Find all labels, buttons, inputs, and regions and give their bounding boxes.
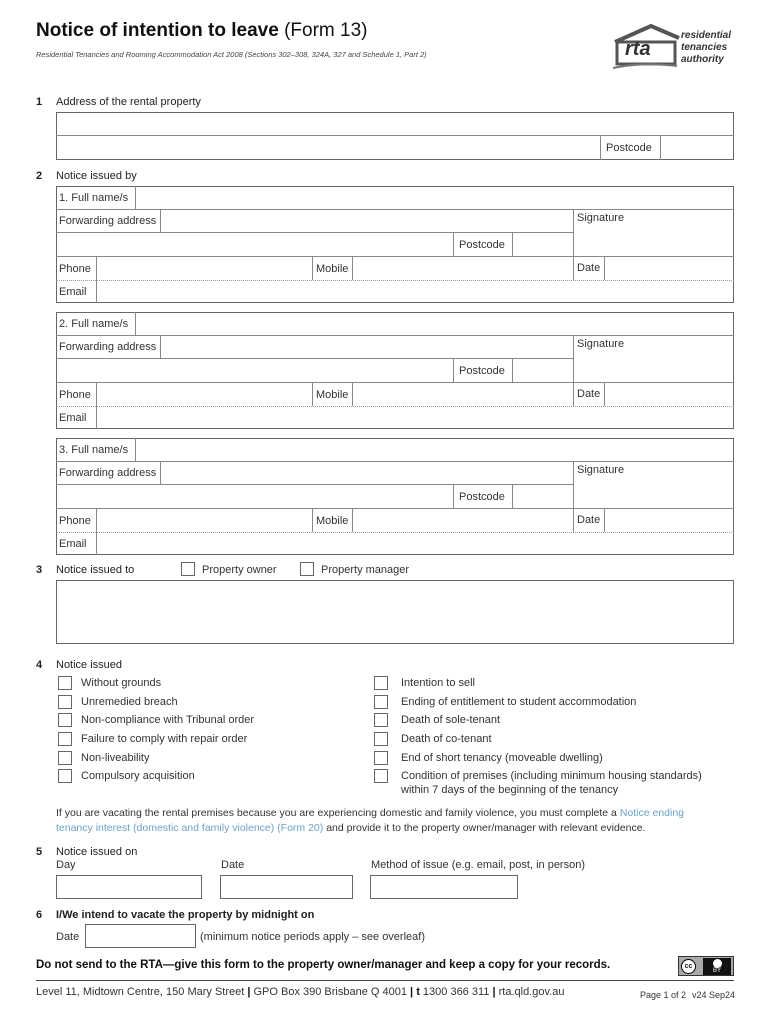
tenant-2-email-input[interactable] — [97, 407, 733, 428]
tenant-1-fullname-label: 1. Full name/s — [59, 192, 129, 204]
notice-period-note: (minimum notice periods apply – see overleaf) — [200, 931, 425, 943]
right-option-3-checkbox[interactable] — [374, 713, 388, 727]
form-title: Notice of intention to leave (Form 13) — [36, 20, 368, 41]
left-option-3-checkbox[interactable] — [58, 713, 72, 727]
tenant-3-forwarding-input[interactable] — [161, 462, 573, 483]
tenant-3-phone-input[interactable] — [97, 509, 311, 531]
dv-link-1[interactable]: Notice ending — [619, 807, 685, 819]
attribution-icon — [713, 959, 722, 968]
property-owner-label: Property owner — [202, 564, 277, 576]
tenant-3-phone-label: Phone — [59, 515, 91, 527]
dv-link-2[interactable]: tenancy interest (domestic and family violence) (Form 20) — [56, 822, 324, 834]
property-owner-checkbox[interactable] — [181, 562, 195, 576]
right-option-6-label: Condition of premises (including minimum housing standards) — [401, 770, 702, 782]
right-option-2-label: Ending of entitlement to student accommodation — [401, 696, 637, 708]
tenant-1-forwarding-input[interactable] — [161, 210, 573, 231]
logo-line-2: tenancies — [681, 42, 728, 53]
issue-date-label: Date — [221, 859, 245, 871]
tenant-1-email-label: Email — [59, 286, 87, 298]
tenant-2-forwarding-input[interactable] — [161, 336, 573, 357]
day-input[interactable] — [56, 875, 202, 899]
tenant-2-forwarding-label: Forwarding address — [59, 341, 157, 353]
by-icon — [703, 958, 731, 975]
tenant-1-address-line2-input[interactable] — [57, 233, 453, 255]
by-label: BY — [712, 968, 721, 974]
tenant-3-signature-area[interactable] — [574, 478, 733, 507]
tenant-2-signature-label: Signature — [577, 338, 625, 350]
tenant-3-mobile-input[interactable] — [353, 509, 572, 531]
vacate-date-label: Date — [56, 931, 80, 943]
tenant-1-signature-area[interactable] — [574, 226, 733, 255]
tenant-2-phone-label: Phone — [59, 389, 91, 401]
tenant-1-phone-label: Phone — [59, 263, 91, 275]
property-manager-checkbox[interactable] — [300, 562, 314, 576]
tenant-3-fullname-input[interactable] — [136, 439, 733, 460]
tenant-3-email-label: Email — [59, 538, 87, 550]
tenant-1-phone-input[interactable] — [97, 257, 311, 279]
section-6-title: I/We intend to vacate the property by midnight on — [56, 909, 315, 921]
right-option-6-line2: within 7 days of the beginning of the tenancy — [401, 784, 619, 796]
tenant-1-fullname-input[interactable] — [136, 187, 733, 208]
right-option-1-label: Intention to sell — [401, 677, 475, 689]
tenant-2-mobile-label: Mobile — [316, 389, 349, 401]
logo-line-3: authority — [681, 54, 724, 65]
footer-sep-3: | — [492, 986, 496, 998]
tenant-3-address-line2-input[interactable] — [57, 485, 453, 507]
property-manager-label: Property manager — [321, 564, 410, 576]
vacate-date-input[interactable] — [85, 924, 196, 948]
tenant-3-email-input[interactable] — [97, 533, 733, 554]
footer-sep-1: | — [247, 986, 251, 998]
tenant-2-date-label: Date — [577, 388, 601, 400]
tenant-1-signature-label: Signature — [577, 212, 625, 224]
left-option-1-checkbox[interactable] — [58, 676, 72, 690]
section-1-title: Address of the rental property — [56, 96, 201, 108]
section-1-number: 1 — [36, 96, 43, 108]
tenant-1-date-label: Date — [577, 262, 601, 274]
section-4-number: 4 — [36, 659, 43, 671]
tenant-3-date-input[interactable] — [605, 509, 733, 531]
tenant-2-postcode-input[interactable] — [513, 359, 573, 381]
form-subtitle: Residential Tenancies and Rooming Accommodation Act 2008 (Sections 302–308, 324A, 327 and Schedule 1, Part 2) — [36, 50, 427, 59]
section-5-number: 5 — [36, 846, 43, 858]
tenant-1-mobile-label: Mobile — [316, 263, 349, 275]
tenant-1-forwarding-label: Forwarding address — [59, 215, 157, 227]
section-2-number: 2 — [36, 170, 43, 182]
left-option-3-label: Non-compliance with Tribunal order — [81, 714, 255, 726]
section-5-title: Notice issued on — [56, 846, 138, 858]
tenant-1-email-input[interactable] — [97, 281, 733, 302]
tenant-3-signature-label: Signature — [577, 464, 625, 476]
section-4-title: Notice issued — [56, 659, 123, 671]
left-option-4-label: Failure to comply with repair order — [81, 733, 248, 745]
tenant-3-postcode-input[interactable] — [513, 485, 573, 507]
left-option-6-checkbox[interactable] — [58, 769, 72, 783]
right-option-6-checkbox[interactable] — [374, 769, 388, 783]
footer-contact — [36, 986, 564, 998]
page-number: Page 1 of 2 — [640, 990, 687, 1000]
tenant-2-fullname-label: 2. Full name/s — [59, 318, 129, 330]
right-option-1-checkbox[interactable] — [374, 676, 388, 690]
right-option-5-checkbox[interactable] — [374, 751, 388, 765]
tenant-2-mobile-input[interactable] — [353, 383, 572, 405]
cc-icon: cc — [681, 959, 696, 974]
method-input[interactable] — [370, 875, 518, 899]
footer-instruction: Do not send to the RTA—give this form to the property owner/manager and keep a copy for your records. — [36, 959, 611, 971]
method-label: Method of issue (e.g. email, post, in person) — [371, 859, 585, 871]
section-3-number: 3 — [36, 564, 43, 576]
footer-website[interactable]: rta.qld.gov.au — [498, 986, 565, 998]
left-option-5-label: Non-liveability — [81, 752, 150, 764]
tenant-2-fullname-input[interactable] — [136, 313, 733, 334]
section-1-postcode-label: Postcode — [606, 142, 652, 154]
tenant-1-postcode-label: Postcode — [459, 239, 505, 251]
left-option-1-label: Without grounds — [81, 677, 162, 689]
footer-gpo: GPO Box 390 Brisbane Q 4001 — [253, 986, 407, 998]
right-option-3-label: Death of sole-tenant — [401, 714, 501, 726]
rta-logo — [611, 24, 736, 72]
tenant-3-mobile-label: Mobile — [316, 515, 349, 527]
tenant-3-date-label: Date — [577, 514, 601, 526]
tenant-3-fullname-label: 3. Full name/s — [59, 444, 129, 456]
section-3-title: Notice issued to — [56, 564, 135, 576]
dv-text-2: and provide it to the property owner/manager with relevant evidence. — [326, 822, 646, 834]
tenant-2-date-input[interactable] — [605, 383, 733, 405]
tenant-2-address-line2-input[interactable] — [57, 359, 453, 381]
section-6-number: 6 — [36, 909, 43, 921]
dv-text-1: If you are vacating the rental premises because you are experiencing domestic and family violence, you must complete a — [56, 807, 617, 819]
footer-phone-prefix: t — [416, 986, 420, 998]
logo-line-1: residential — [681, 30, 732, 41]
tenant-3-postcode-label: Postcode — [459, 491, 505, 503]
day-label: Day — [56, 859, 76, 871]
tenant-1-mobile-input[interactable] — [353, 257, 572, 279]
tenant-3-forwarding-label: Forwarding address — [59, 467, 157, 479]
footer-address: Level 11, Midtown Centre, 150 Mary Street — [36, 986, 245, 998]
address-input[interactable] — [56, 112, 734, 136]
notice-issued-to-box[interactable] — [56, 580, 734, 644]
tenant-2-postcode-label: Postcode — [459, 365, 505, 377]
dv-notice-text — [56, 806, 736, 836]
left-option-5-checkbox[interactable] — [58, 751, 72, 765]
section-1-postcode-input[interactable] — [661, 137, 733, 159]
section-2-title: Notice issued by — [56, 170, 137, 182]
tenant-2-signature-area[interactable] — [574, 352, 733, 381]
tenant-2-email-label: Email — [59, 412, 87, 424]
right-option-4-label: Death of co-tenant — [401, 733, 492, 745]
form-version: v24 Sep24 — [692, 990, 736, 1000]
left-option-2-checkbox[interactable] — [58, 695, 72, 709]
tenant-1-postcode-input[interactable] — [513, 233, 573, 255]
left-option-4-checkbox[interactable] — [58, 732, 72, 746]
left-option-2-label: Unremedied breach — [81, 696, 178, 708]
left-option-6-label: Compulsory acquisition — [81, 770, 195, 782]
right-option-2-checkbox[interactable] — [374, 695, 388, 709]
right-option-5-label: End of short tenancy (moveable dwelling) — [401, 752, 603, 764]
cc-by-badge — [678, 956, 734, 976]
tenant-1-date-input[interactable] — [605, 257, 733, 279]
footer-sep-2: | — [410, 986, 414, 998]
issue-date-input[interactable] — [220, 875, 353, 899]
right-option-4-checkbox[interactable] — [374, 732, 388, 746]
footer-phone: 1300 366 311 — [422, 986, 490, 998]
rta-wordmark: rta — [625, 38, 651, 60]
tenant-2-phone-input[interactable] — [97, 383, 311, 405]
